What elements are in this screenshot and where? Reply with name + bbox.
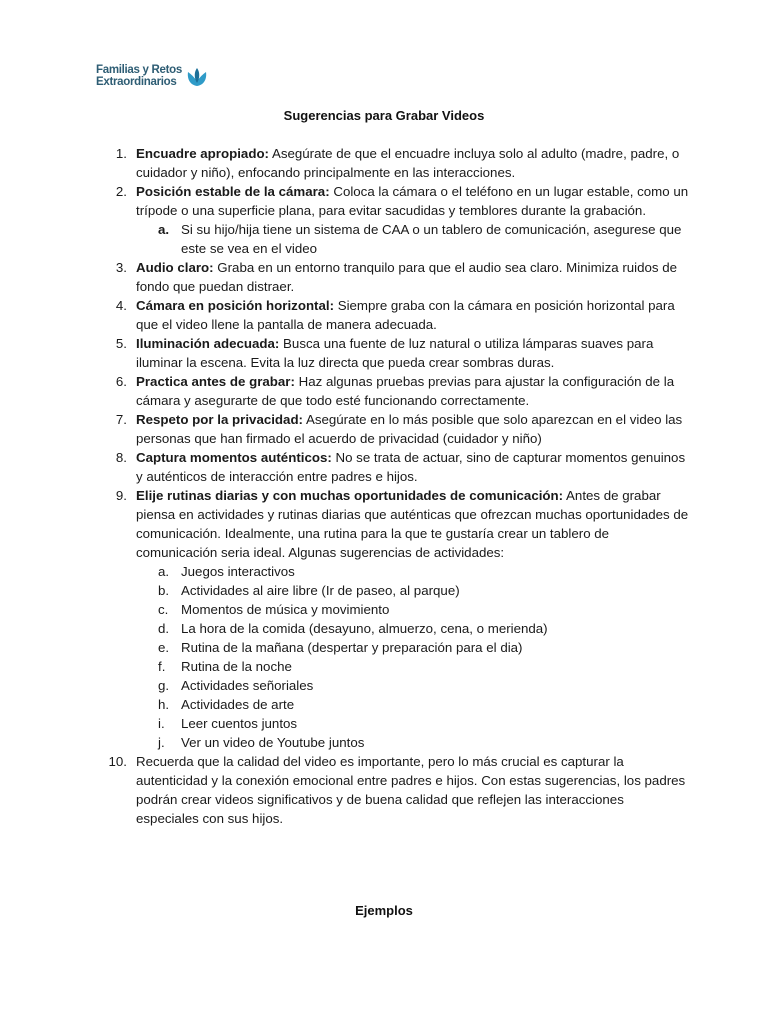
item-number: 8. — [115, 450, 127, 465]
item-body — [136, 450, 685, 484]
sub-list-item — [136, 600, 690, 619]
item-number: 4. — [115, 298, 127, 313]
item-text: Busca una fuente de luz natural o utiliza lámparas suaves para iluminar la escena. Evita la luz directa que pueda crear sombras duras. — [136, 336, 654, 370]
document-title: Sugerencias para Grabar Videos — [283, 108, 485, 123]
item-text: Asegúrate de que el encuadre incluya solo al adulto (madre, padre, o cuidador y niño), enfocando principalmente en las interacciones. — [136, 146, 680, 180]
organization-logo — [96, 64, 209, 88]
sub-item-text: Actividades de arte — [181, 697, 295, 712]
item-number: 1. — [115, 146, 127, 161]
item-body — [136, 488, 688, 560]
sub-item-label: d. — [158, 621, 170, 636]
list-item — [100, 752, 690, 828]
sub-item-label: h. — [158, 697, 170, 712]
sub-list-item — [136, 562, 690, 581]
item-text: Siempre graba con la cámara en posición horizontal para que el video llene la pantalla de manera adecuada. — [136, 298, 675, 332]
sub-list-item — [136, 619, 690, 638]
item-heading: Cámara en posición horizontal: — [136, 298, 335, 313]
sub-item-label: g. — [158, 678, 170, 693]
sub-item-label: a. — [158, 564, 170, 579]
sub-item-text: Actividades al aire libre (Ir de paseo, al parque) — [181, 583, 460, 598]
sub-list-item — [136, 695, 690, 714]
sub-list-item — [136, 714, 690, 733]
item-text: Recuerda que la calidad del video es importante, pero lo más crucial es capturar la autenticidad y la conexión emocional entre padres e hijos. Con estas sugerencias, los padres podrán crear videos significativos y de buena calidad que reflejen las interacciones especiales con sus hijos. — [136, 754, 686, 826]
sub-list-item — [136, 638, 690, 657]
item-number: 10. — [108, 754, 127, 769]
sub-item-label: j. — [158, 735, 165, 750]
item-number: 7. — [115, 412, 127, 427]
item-heading: Iluminación adecuada: — [136, 336, 280, 351]
list-item — [100, 296, 690, 334]
tulip-icon — [185, 67, 209, 87]
list-item — [100, 410, 690, 448]
item-body — [136, 184, 688, 218]
sub-item-text: Leer cuentos juntos — [181, 716, 298, 731]
sub-item-label: f. — [158, 659, 166, 674]
sub-item-label: i. — [158, 716, 165, 731]
item-heading: Posición estable de la cámara: — [136, 184, 330, 199]
item-text: Antes de grabar piensa en actividades y rutinas diarias que auténticas que ofrezcan muchas oportunidades de comunicación. Idealmente, una rutina para la que te gustaría crear un tablero de comunicación seria ideal. Algunas sugerencias de actividades: — [136, 488, 689, 560]
list-item — [100, 144, 690, 182]
sub-item-label: b. — [158, 583, 170, 598]
sub-item-text: Rutina de la noche — [181, 659, 292, 674]
sub-item-text: La hora de la comida (desayuno, almuerzo, cena, o merienda) — [181, 621, 548, 636]
item-body — [136, 260, 677, 294]
sub-item-text: Momentos de música y movimiento — [181, 602, 390, 617]
item-heading: Captura momentos auténticos: — [136, 450, 332, 465]
item-body — [136, 374, 674, 408]
item-text: Coloca la cámara o el teléfono en un lugar estable, como un trípode o una superficie plana, para evitar sacudidas y temblores durante la grabación. — [136, 184, 689, 218]
examples-heading: Ejemplos — [355, 903, 413, 918]
sub-item-label: a. — [158, 222, 170, 237]
item-body — [136, 754, 685, 826]
suggestions-list — [100, 144, 690, 828]
sub-item-label: c. — [158, 602, 169, 617]
list-item — [100, 448, 690, 486]
item-heading: Elije rutinas diarias y con muchas oportunidades de comunicación: — [136, 488, 564, 503]
sub-list — [136, 562, 690, 752]
item-heading: Audio claro: — [136, 260, 214, 275]
item-body — [136, 412, 682, 446]
item-text: Graba en un entorno tranquilo para que el audio sea claro. Minimiza ruidos de fondo que puedan distraer. — [136, 260, 678, 294]
sub-item-text: Actividades señoriales — [181, 678, 314, 693]
sub-list-item — [136, 657, 690, 676]
sub-item-text: Ver un video de Youtube juntos — [181, 735, 365, 750]
item-body — [136, 146, 679, 180]
sub-list-item — [136, 220, 690, 258]
sub-item-label: e. — [158, 640, 170, 655]
logo-line-1: Familias y Retos — [96, 64, 182, 76]
sub-list-item — [136, 733, 690, 752]
item-number: 6. — [115, 374, 127, 389]
item-number: 2. — [115, 184, 127, 199]
item-heading: Practica antes de grabar: — [136, 374, 295, 389]
logo-line-2: Extraordinarios — [96, 76, 177, 88]
item-body — [136, 298, 675, 332]
item-text: No se trata de actuar, sino de capturar momentos genuinos y auténticos de interacción entre padres e hijos. — [136, 450, 686, 484]
list-item — [100, 372, 690, 410]
sub-item-text: Si su hijo/hija tiene un sistema de CAA o un tablero de comunicación, asegurese que este se vea en el video — [181, 222, 682, 256]
sub-item-text: Juegos interactivos — [181, 564, 295, 579]
sub-item-text: Rutina de la mañana (despertar y preparación para el dia) — [181, 640, 523, 655]
item-text: Asegúrate en lo más posible que solo aparezcan en el video las personas que han firmado el acuerdo de privacidad (cuidador y niño) — [136, 412, 683, 446]
item-body — [136, 336, 653, 370]
item-number: 9. — [115, 488, 127, 503]
sub-list-item — [136, 676, 690, 695]
list-item — [100, 182, 690, 258]
item-text: Haz algunas pruebas previas para ajustar la configuración de la cámara y asegurarte de que todo esté funcionando correctamente. — [136, 374, 675, 408]
item-number: 3. — [115, 260, 127, 275]
item-heading: Encuadre apropiado: — [136, 146, 269, 161]
logo-text — [96, 64, 182, 88]
item-number: 5. — [115, 336, 127, 351]
list-item — [100, 258, 690, 296]
item-heading: Respeto por la privacidad: — [136, 412, 303, 427]
sub-list — [136, 220, 690, 258]
list-item — [100, 334, 690, 372]
sub-list-item — [136, 581, 690, 600]
list-item — [100, 486, 690, 752]
